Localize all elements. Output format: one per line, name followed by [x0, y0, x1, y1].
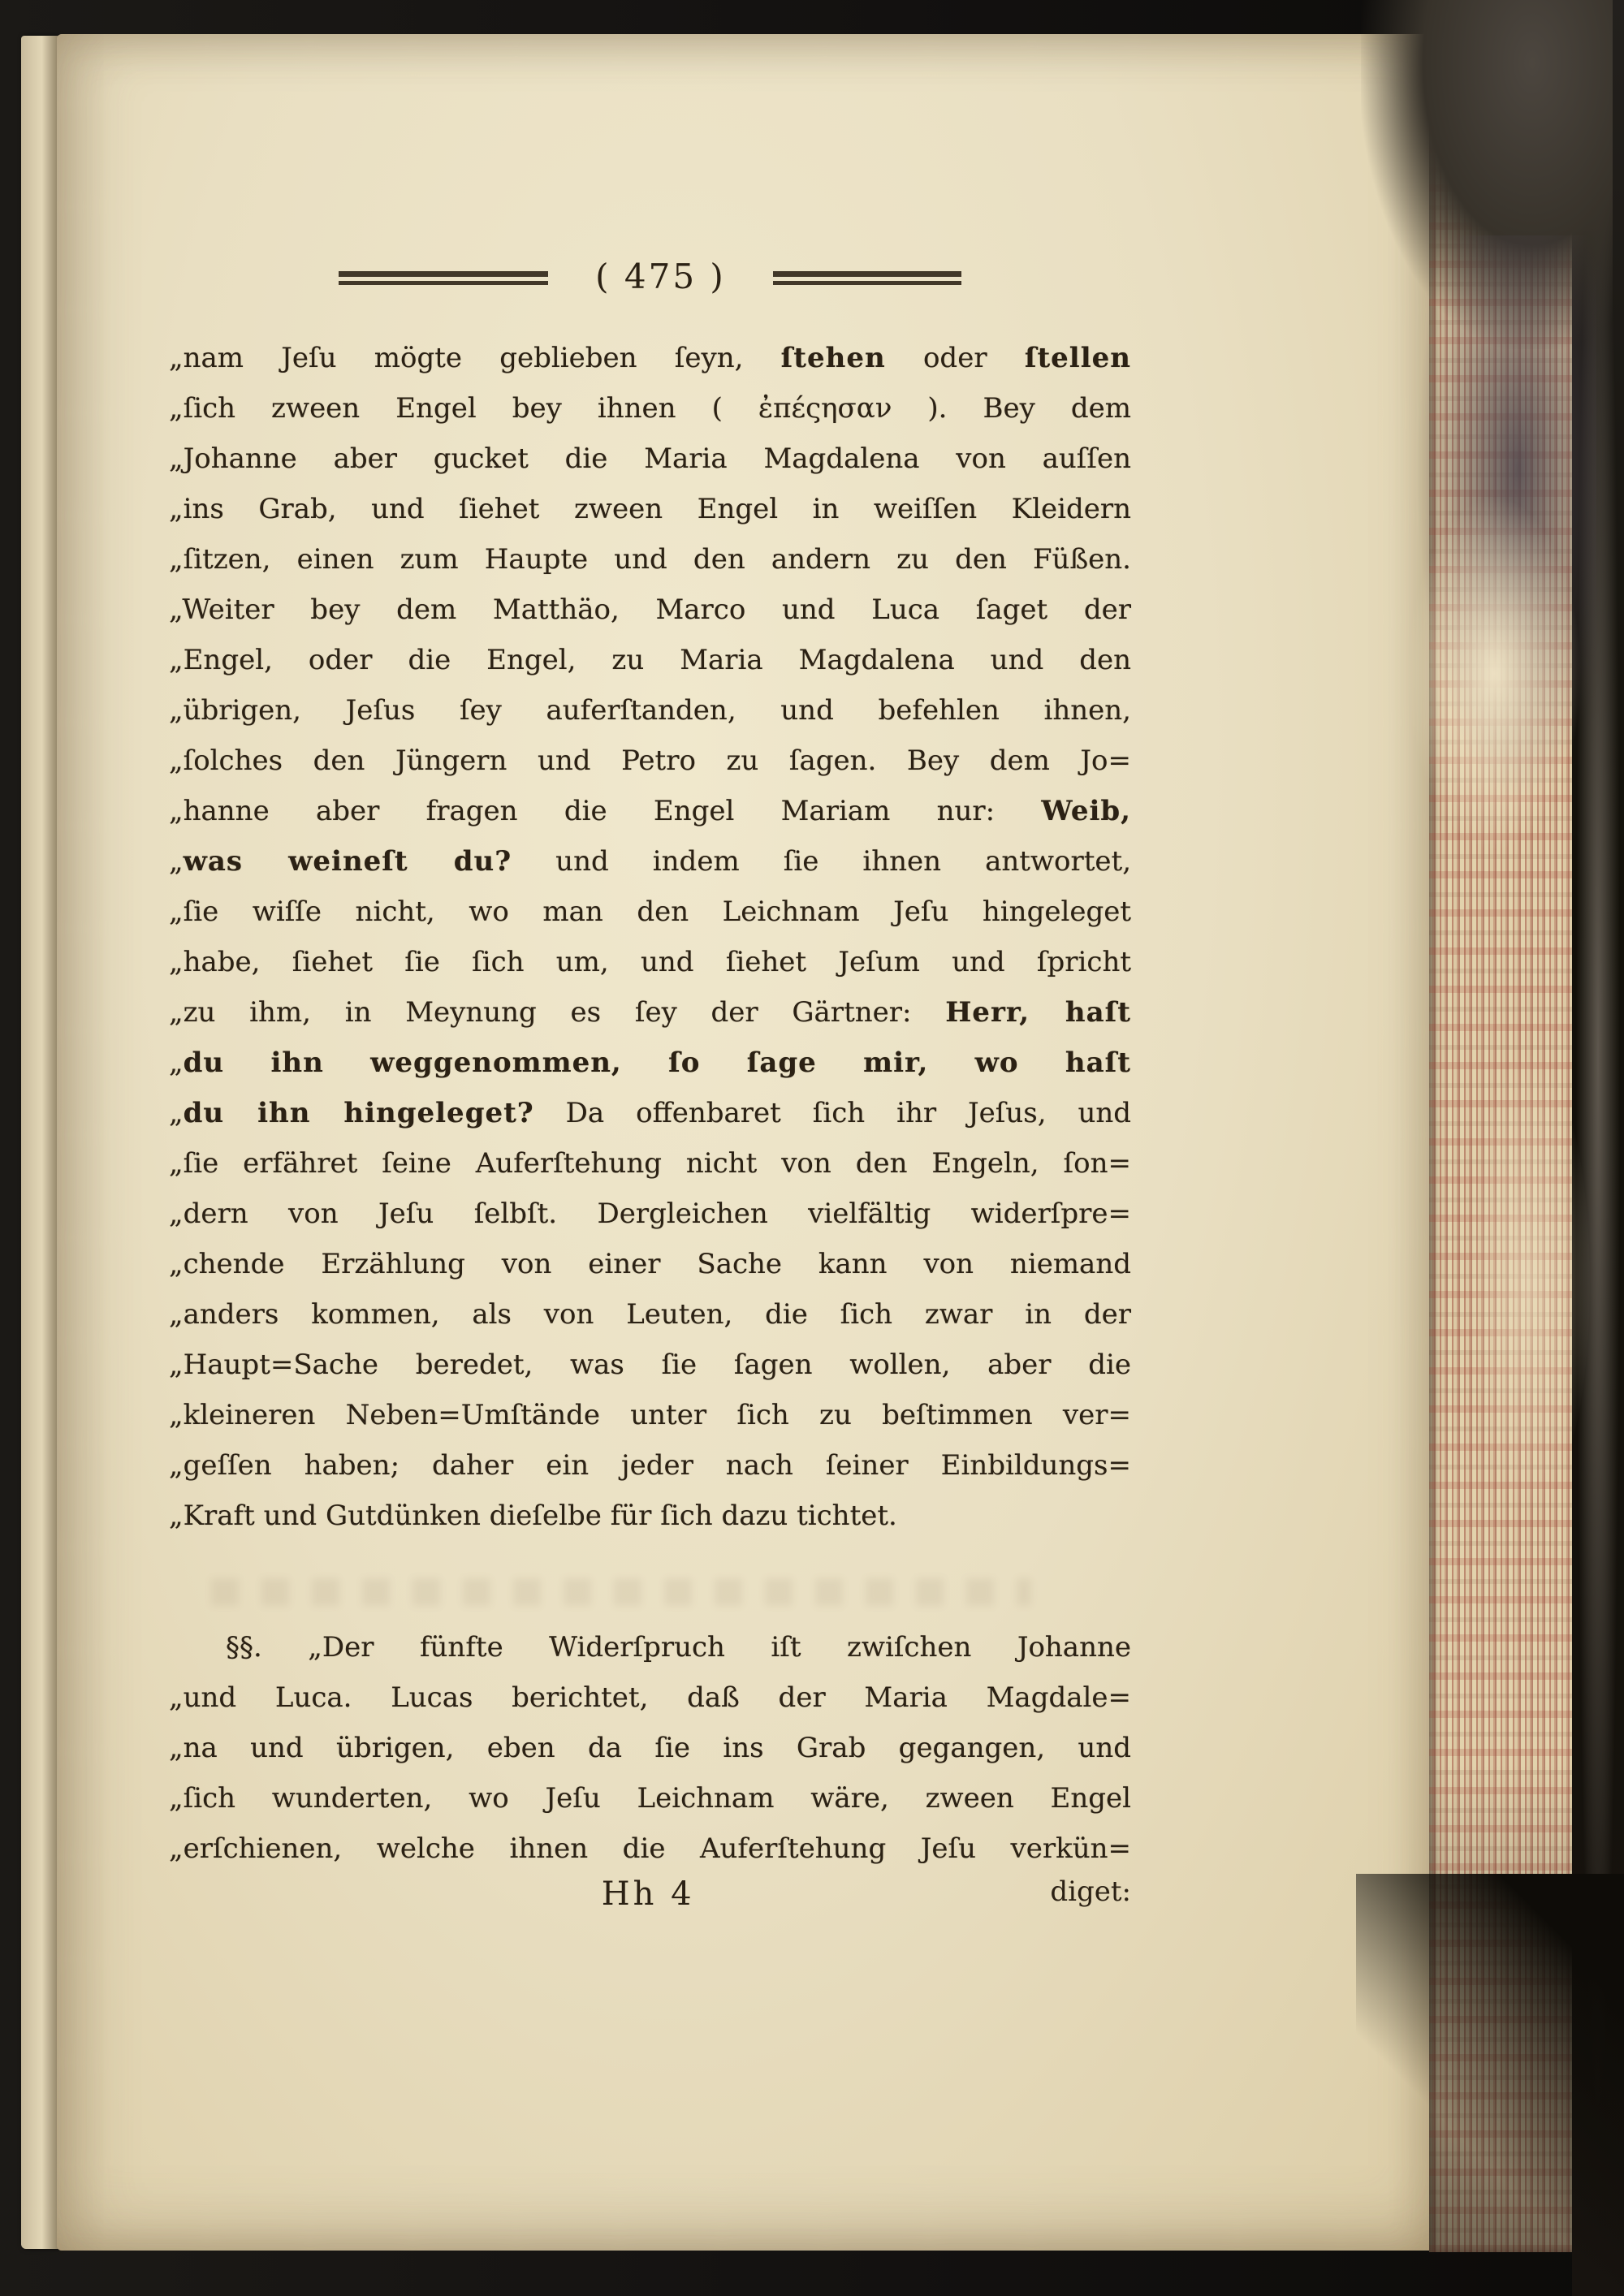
- body-text: „Kraft und Gutdünken dieſelbe für ſich dazu tichtet.: [169, 1500, 897, 1532]
- text-line: [169, 937, 1131, 987]
- text-line: [169, 1622, 1131, 1672]
- text-line: [169, 736, 1131, 786]
- body-text: „kleineren Neben=Umſtände unter ſich zu beſtimmen ver=: [169, 1399, 1131, 1431]
- text-line: [169, 1189, 1131, 1239]
- text-line: [169, 1088, 1131, 1138]
- text-line: [169, 333, 1131, 383]
- body-text: „ſolches den Jüngern und Petro zu ſagen. Bey dem Jo=: [169, 744, 1131, 777]
- text-line: [169, 1239, 1131, 1289]
- text-line: [169, 987, 1131, 1038]
- text-line: [169, 1440, 1131, 1491]
- body-text: „habe, ſiehet ſie ſich um, und ſiehet Jeſum und ſpricht: [169, 946, 1131, 978]
- body-text: „und Luca. Lucas berichtet, daß der Maria Magdale=: [169, 1681, 1131, 1714]
- text-line: [169, 836, 1131, 887]
- text-line: [169, 434, 1131, 484]
- ink-bleed-through: [211, 1578, 1031, 1606]
- body-text: „: [169, 1047, 184, 1079]
- text-line: [169, 1672, 1131, 1723]
- body-text: oder: [885, 342, 1025, 374]
- body-text: „hanne aber fragen die Engel Mariam nur:: [169, 795, 1042, 827]
- body-text: „übrigen, Jeſus ſey auferſtanden, und befehlen ihnen,: [169, 694, 1131, 727]
- body-text: „anders kommen, als von Leuten, die ſich zwar in der: [169, 1298, 1131, 1331]
- body-text: „ſie erfähret ſeine Auferſtehung nicht von den Engeln, ſon=: [169, 1147, 1131, 1180]
- body-text: „Weiter bey dem Matthäo, Marco und Luca ſaget der: [169, 593, 1131, 626]
- text-line: [169, 585, 1131, 635]
- emphasized-text: du ihn weggenommen, ſo ſage mir, wo haſt: [183, 1047, 1131, 1079]
- catchword: diget:: [1050, 1875, 1131, 1908]
- text-line: [169, 1823, 1131, 1874]
- emphasized-text: Herr, haſt: [945, 996, 1131, 1029]
- worn-edge-patch: [1468, 1055, 1590, 1510]
- page-number: ( 475 ): [595, 257, 726, 296]
- body-text: „ſich zween Engel bey ihnen ( ἐπέςησαν ). Bey dem: [169, 392, 1131, 425]
- paragraph: [169, 333, 1131, 1541]
- body-text: „Haupt=Sache beredet, was ſie ſagen wollen, aber die: [169, 1349, 1131, 1381]
- page-footer: [169, 1875, 1131, 1924]
- body-text: „chende Erzählung von einer Sache kann von niemand: [169, 1248, 1131, 1280]
- body-text: „nam Jeſu mögte geblieben ſeyn,: [169, 342, 781, 374]
- body-text: Da offenbaret ſich ihr Jeſus, und: [533, 1097, 1131, 1129]
- text-line: [169, 1491, 1131, 1541]
- body-text: „zu ihm, in Meynung es ſey der Gärtner:: [169, 996, 946, 1029]
- adjacent-page-edge: [21, 36, 58, 2249]
- body-text: „ins Grab, und ſiehet zween Engel in weiſſen Kleidern: [169, 493, 1131, 525]
- text-line: [169, 1289, 1131, 1340]
- text-line: [169, 1340, 1131, 1390]
- text-line: [169, 1390, 1131, 1440]
- text-line: [169, 685, 1131, 736]
- header-rule-right: [773, 271, 961, 285]
- body-text: „geſſen haben; daher ein jeder nach ſeiner Einbildungs=: [169, 1449, 1131, 1482]
- text-line: [169, 887, 1131, 937]
- emphasized-text: du ihn hingeleget?: [183, 1097, 534, 1129]
- text-line: [169, 383, 1131, 434]
- body-text: „: [169, 845, 184, 878]
- text-line: [169, 1773, 1131, 1823]
- body-text: „erſchienen, welche ihnen die Auferſtehung Jeſu verkün=: [169, 1832, 1131, 1865]
- body-text: und indem ſie ihnen antwortet,: [512, 845, 1131, 878]
- text-line: [169, 1138, 1131, 1189]
- text-block: [169, 333, 1131, 1874]
- text-line: [169, 786, 1131, 836]
- body-text: „na und übrigen, eben da ſie ins Grab gegangen, und: [169, 1732, 1131, 1764]
- emphasized-text: was weineſt du?: [183, 845, 512, 878]
- body-text: „ſich wunderten, wo Jeſu Leichnam wäre, zween Engel: [169, 1782, 1131, 1815]
- emphasized-text: Weib,: [1041, 795, 1131, 827]
- body-text: „ſie wiſſe nicht, wo man den Leichnam Jeſu hingeleget: [169, 896, 1131, 928]
- signature-mark: Hh 4: [601, 1875, 695, 1913]
- header-rule-left: [339, 271, 548, 285]
- body-text: „Engel, oder die Engel, zu Maria Magdalena und den: [169, 644, 1131, 676]
- corner-shadow: [1356, 1874, 1624, 2296]
- body-text: „ſitzen, einen zum Haupte und den andern zu den Füßen.: [169, 543, 1131, 576]
- body-text: „Johanne aber gucket die Maria Magdalena von auſſen: [169, 442, 1131, 475]
- text-line: [169, 635, 1131, 685]
- text-line: [169, 534, 1131, 585]
- body-text: §§. „Der fünfte Widerſpruch iſt zwiſchen Johanne: [226, 1631, 1131, 1664]
- book-page: [57, 34, 1431, 2251]
- worn-edge-patch: [1407, 495, 1582, 852]
- text-line: [169, 1723, 1131, 1773]
- text-line: [169, 484, 1131, 534]
- body-text: „dern von Jeſu ſelbſt. Dergleichen vielfältig widerſpre=: [169, 1198, 1131, 1230]
- body-text: „: [169, 1097, 184, 1129]
- paragraph: [169, 1622, 1131, 1874]
- emphasized-text: ſtellen: [1024, 342, 1131, 374]
- page-header: [169, 258, 1131, 298]
- text-line: [169, 1038, 1131, 1088]
- emphasized-text: ſtehen: [780, 342, 886, 374]
